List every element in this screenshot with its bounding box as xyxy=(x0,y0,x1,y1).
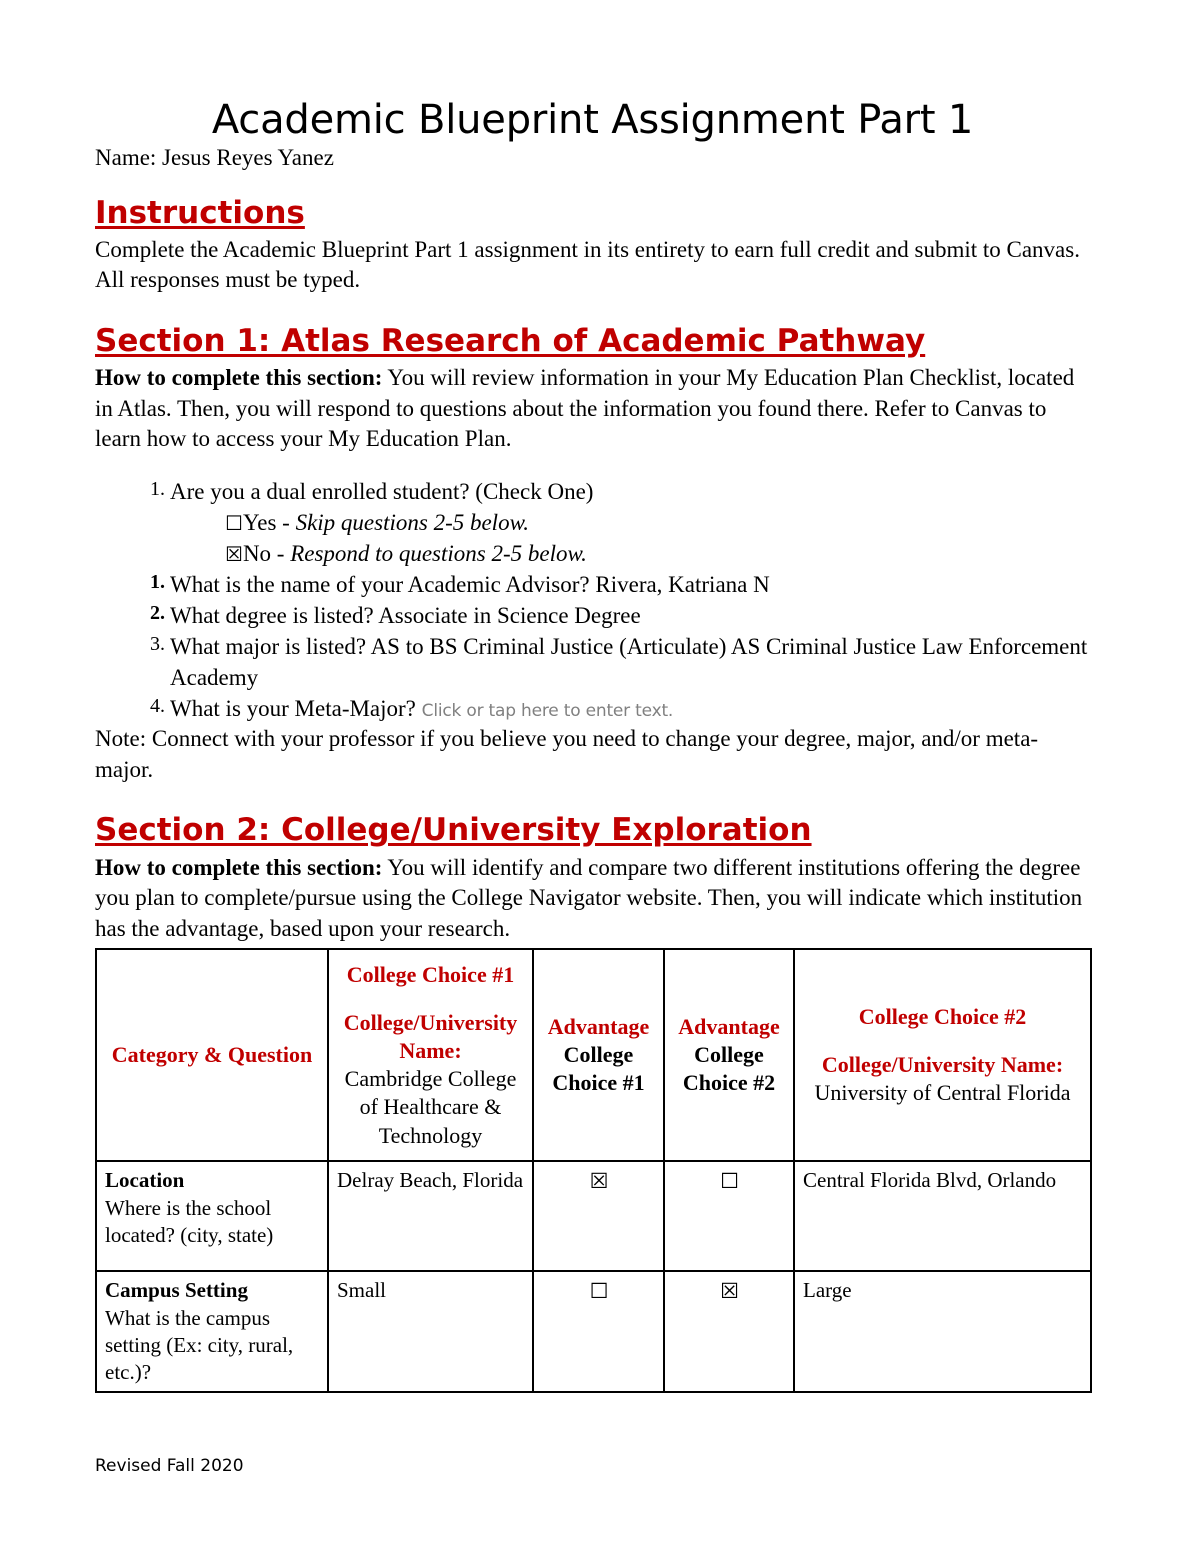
header-category-label: Category & Question xyxy=(111,1042,313,1068)
list-marker: 1. xyxy=(150,477,165,500)
row-title: Campus Setting xyxy=(105,1278,248,1303)
header-advantage2-sub: College Choice #2 xyxy=(682,1042,776,1096)
list-marker: 2. xyxy=(150,602,165,625)
row-category-campus-setting xyxy=(96,1271,328,1392)
header-cell-choice2 xyxy=(794,949,1091,1161)
section2-howto xyxy=(95,853,1090,945)
section1-question-list xyxy=(95,476,1090,507)
spacer xyxy=(335,989,526,1009)
choice-emphasis: Skip questions 2-5 below. xyxy=(295,509,529,535)
list-item xyxy=(95,600,1090,631)
header-cell-advantage1 xyxy=(533,949,664,1161)
section1-heading: Section 1: Atlas Research of Academic Pathway xyxy=(95,322,926,359)
table-row xyxy=(96,1271,1091,1392)
section1-howto-label: How to complete this section: xyxy=(95,365,383,391)
header-advantage1-sub: College Choice #1 xyxy=(552,1042,645,1096)
college-comparison-table xyxy=(95,948,1092,1393)
list-marker: 1. xyxy=(150,570,165,593)
instructions-heading: Instructions xyxy=(95,194,305,231)
list-item xyxy=(95,693,1090,724)
header-cell-choice1 xyxy=(328,949,533,1161)
student-name-line: Name: Jesus Reyes Yanez xyxy=(95,145,334,170)
list-item xyxy=(95,631,1090,693)
list-marker: 4. xyxy=(150,695,165,718)
section1-question-list-continued xyxy=(95,569,1090,724)
section1-howto-body: You will review information in your My Education Plan Checklist, located in Atlas. Then, you will respond to questions about the information you found there. Refer to Canvas to learn how to access your My Education Plan. xyxy=(95,365,1075,452)
question-text: Are you a dual enrolled student? (Check One) xyxy=(170,478,594,504)
dual-enrollment-choice-yes[interactable] xyxy=(95,507,1090,538)
dual-enrollment-choice-no[interactable] xyxy=(95,538,1090,569)
header-choice1-name-value: Cambridge College of Healthcare & Technology xyxy=(344,1066,517,1148)
row-advantage2-checkbox[interactable]: ☐ xyxy=(664,1161,794,1271)
header-choice2-name-value: University of Central Florida xyxy=(814,1080,1071,1106)
table-row xyxy=(96,1161,1091,1271)
question-text: What major is listed? AS to BS Criminal Justice (Articulate) AS Criminal Justice Law Enforcement Academy xyxy=(170,634,1088,691)
row-category-location xyxy=(96,1161,328,1271)
checkbox-unchecked-icon[interactable]: ☐ xyxy=(225,510,243,535)
row-question: Where is the school located? (city, state) xyxy=(105,1195,274,1247)
page-footer: Revised Fall 2020 xyxy=(95,1456,244,1476)
checkbox-checked-icon[interactable]: ☒ xyxy=(225,541,243,566)
document-content xyxy=(95,0,1090,1393)
section1-howto xyxy=(95,363,1090,455)
page-title: Academic Blueprint Assignment Part 1 xyxy=(211,97,974,143)
row-advantage2-checkbox[interactable]: ☒ xyxy=(664,1271,794,1392)
row-choice2-answer[interactable]: Large xyxy=(794,1271,1091,1392)
header-choice2-name-label: College/University Name: xyxy=(821,1052,1064,1078)
header-choice1-name-label: College/University Name: xyxy=(343,1009,518,1064)
row-choice1-answer[interactable]: Small xyxy=(328,1271,533,1392)
header-choice1-title: College Choice #1 xyxy=(346,961,515,987)
header-advantage1-label: Advantage xyxy=(547,1014,650,1040)
choice-label: Yes - xyxy=(242,509,296,535)
spacer xyxy=(801,1031,1084,1051)
section2-howto-body: You will identify and compare two different institutions offering the degree you plan to complete/pursue using the College Navigator website. Then, you will indicate which institution has the advantage, based upon your research. xyxy=(95,854,1083,941)
header-cell-category xyxy=(96,949,328,1161)
row-advantage1-checkbox[interactable]: ☒ xyxy=(533,1161,664,1271)
choice-label: No - xyxy=(242,540,291,566)
choice-emphasis: Respond to questions 2-5 below. xyxy=(290,540,587,566)
header-choice2-title: College Choice #2 xyxy=(858,1004,1027,1030)
meta-major-input-placeholder[interactable]: Click or tap here to enter text. xyxy=(421,701,674,722)
table-header-row xyxy=(96,949,1091,1161)
list-item xyxy=(95,569,1090,600)
row-choice2-answer[interactable]: Central Florida Blvd, Orlando xyxy=(794,1161,1091,1271)
list-item xyxy=(95,476,1090,507)
row-question: What is the campus setting (Ex: city, rural, etc.)? xyxy=(105,1305,294,1385)
instructions-body: Complete the Academic Blueprint Part 1 assignment in its entirety to earn full credit and submit to Canvas. All responses must be typed. xyxy=(95,236,1080,293)
question-text: What is the name of your Academic Advisor? Rivera, Katriana N xyxy=(170,571,770,597)
header-cell-advantage2 xyxy=(664,949,794,1161)
header-advantage2-label: Advantage xyxy=(678,1014,780,1040)
row-advantage1-checkbox[interactable]: ☐ xyxy=(533,1271,664,1392)
question-text: What is your Meta-Major? xyxy=(170,696,422,722)
section2-howto-label: How to complete this section: xyxy=(95,854,383,880)
row-title: Location xyxy=(105,1168,185,1193)
row-choice1-answer[interactable]: Delray Beach, Florida xyxy=(328,1161,533,1271)
question-text: What degree is listed? Associate in Science Degree xyxy=(170,603,641,629)
section1-note: Note: Connect with your professor if you believe you need to change your degree, major, and/or meta-major. xyxy=(95,726,1039,782)
list-marker: 3. xyxy=(150,633,165,656)
section2-heading: Section 2: College/University Exploration xyxy=(95,812,812,849)
